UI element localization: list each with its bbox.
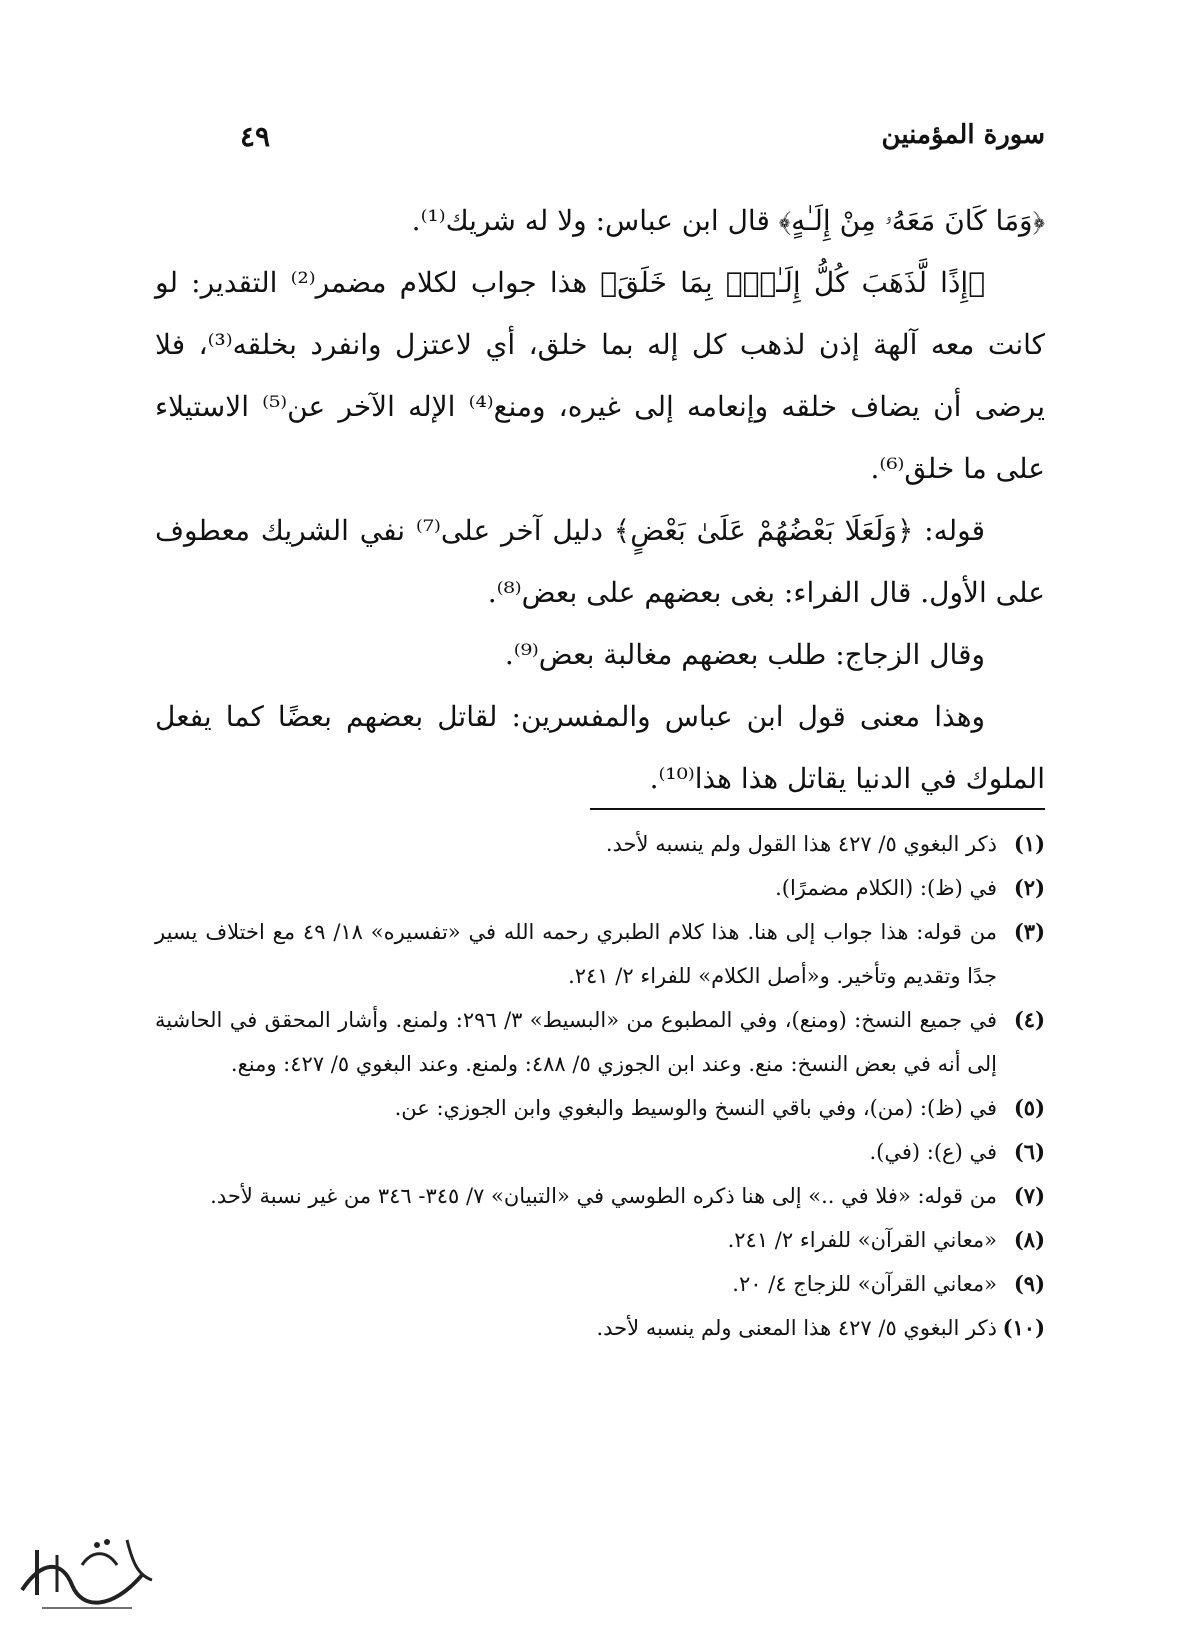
footnote-number: (٣)	[1013, 919, 1045, 944]
footnote-text: في (ظ): (من)، وفي باقي النسخ والوسيط والبغوي وابن الجوزي: عن.	[394, 1096, 997, 1120]
footnote-number: (٤)	[1013, 1007, 1045, 1032]
page-number: ٤٩	[240, 120, 271, 153]
paragraph-5: وهذا معنى قول ابن عباس والمفسرين: لقاتل بعضهم بعضًا كما يفعل الملوك في الدنيا يقاتل هذا هذا⁽¹⁰⁾.	[155, 700, 1045, 795]
footnote-text: في جميع النسخ: (ومنع)، وفي المطبوع من «البسيط» ٣/ ٢٩٦: ولمنع. وأشار المحقق في الحاشية إلى أنه في بعض النسخ: منع. وعند ابن الجوزي ٥/ ٤٨٨: ولمنع. وعند البغوي ٥/ ٤٢٧: ومنع.	[155, 1008, 997, 1076]
footnote-item	[155, 1306, 1045, 1350]
footnote-text: ذكر البغوي ٥/ ٤٢٧ هذا المعنى ولم ينسبه لأحد.	[596, 1316, 997, 1340]
calligraphy-logo-icon	[12, 1520, 162, 1620]
footnote-number: (٥)	[1013, 1095, 1045, 1120]
footnote-number: (٩)	[1013, 1271, 1045, 1296]
footnote-number: (١٠)	[1002, 1315, 1045, 1340]
footnote-text: من قوله: «فلا في ..» إلى هنا ذكره الطوسي في «التبيان» ٧/ ٣٤٥- ٣٤٦ من غير نسبة لأحد.	[210, 1184, 997, 1208]
footnotes	[155, 822, 1045, 1350]
footnote-number: (٧)	[1013, 1183, 1045, 1208]
page-header	[200, 120, 1045, 160]
footnote-number: (٨)	[1013, 1227, 1045, 1252]
footnote-item	[155, 822, 1045, 866]
footnote-item	[155, 1218, 1045, 1262]
main-text	[155, 190, 1045, 810]
footnote-item	[155, 1174, 1045, 1218]
footnote-divider	[590, 808, 1045, 810]
footnote-item	[155, 866, 1045, 910]
footnote-item	[155, 998, 1045, 1086]
paragraph-4: وقال الزجاج: طلب بعضهم مغالبة بعض⁽⁹⁾.	[504, 638, 985, 671]
surah-title: سورة المؤمنين	[881, 120, 1045, 150]
footnote-number: (٦)	[1013, 1139, 1045, 1164]
footnote-item	[155, 1130, 1045, 1174]
footnote-number: (١)	[1013, 831, 1045, 856]
footnote-text: «معاني القرآن» للفراء ٢/ ٢٤١.	[727, 1228, 997, 1252]
footnote-text: في (ع): (في).	[869, 1140, 997, 1164]
footnote-item	[155, 1262, 1045, 1306]
paragraph-2: ﴿إِذًا لَّذَهَبَ كُلُّ إِلَـٰهٍۭ بِمَا خَلَقَ﴾ هذا جواب لكلام مضمر⁽²⁾ التقدير: لو كانت معه آلهة إذن لذهب كل إله بما خلق، أي لاعتزل وانفرد بخلقه⁽³⁾، فلا يرضى أن يضاف خلقه وإنعامه إلى غيره، ومنع⁽⁴⁾ الإله الآخر عن⁽⁵⁾ الاستيلاء على ما خلق⁽⁶⁾.	[155, 266, 1046, 485]
footnote-number: (٢)	[1013, 875, 1045, 900]
footnote-text: «معاني القرآن» للزجاج ٤/ ٢٠.	[732, 1272, 997, 1296]
footnote-text: في (ظ): (الكلام مضمرًا).	[775, 876, 997, 900]
paragraph-3: قوله: ﴿وَلَعَلَا بَعْضُهُمْ عَلَىٰ بَعْضٍ﴾ دليل آخر على⁽⁷⁾ نفي الشريك معطوف على الأول. قال الفراء: بغى بعضهم على بعض⁽⁸⁾.	[155, 514, 1045, 609]
footnote-item	[155, 910, 1045, 998]
footnote-text: من قوله: هذا جواب إلى هنا. هذا كلام الطبري رحمه الله في «تفسيره» ١٨/ ٤٩ مع اختلاف يسير جدًا وتقديم وتأخير. و«أصل الكلام» للفراء ٢/ ٢٤١.	[155, 920, 997, 988]
footnote-text: ذكر البغوي ٥/ ٤٢٧ هذا القول ولم ينسبه لأحد.	[605, 832, 997, 856]
paragraph-1: ﴿وَمَا كَانَ مَعَهُۥ مِنْ إِلَـٰهٍ﴾ قال ابن عباس: ولا له شريك⁽¹⁾.	[411, 204, 1045, 237]
footnote-item	[155, 1086, 1045, 1130]
